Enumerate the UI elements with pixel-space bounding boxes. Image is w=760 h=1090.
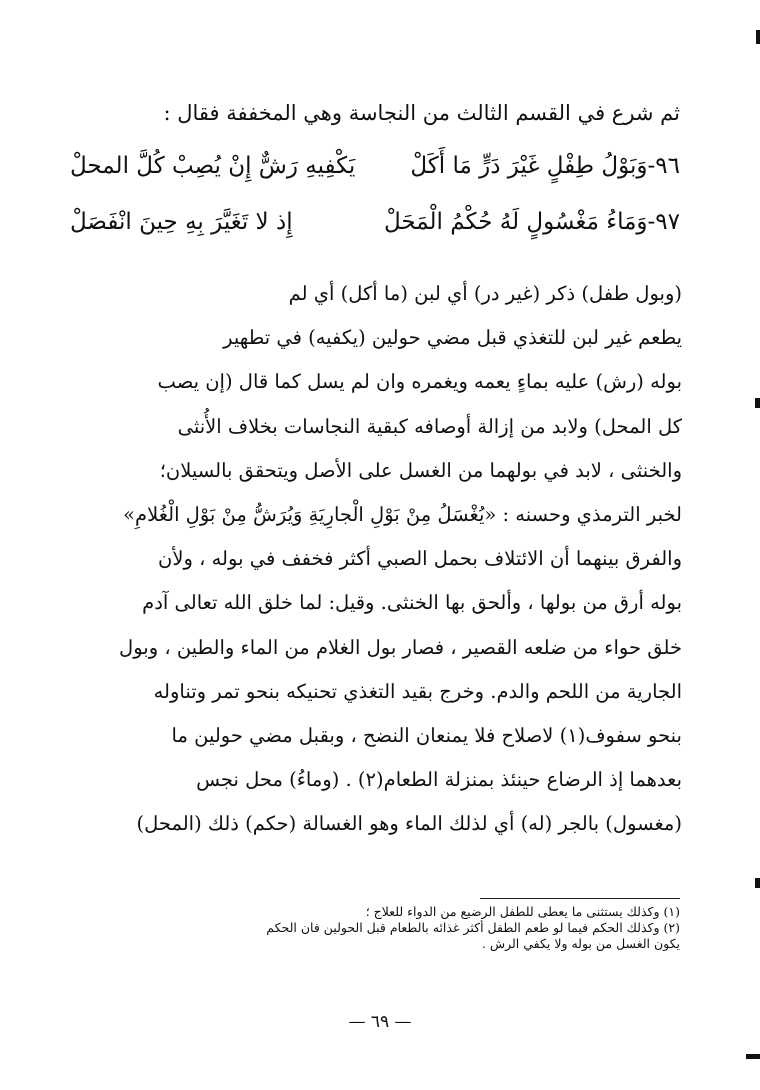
verse-97-first-hemistich: ٩٧-وَمَاءُ مَغْسُولٍ لَهُ حُكْمُ الْمَحَلْ	[383, 209, 680, 235]
verse-96	[70, 148, 680, 184]
scan-edge-mark	[756, 30, 760, 44]
footnote-1: (١) وكذلك يستثنى ما يعطى للطفل الرضيع من الدواء للعلاج ؛	[365, 904, 680, 919]
footnote-2-continued: يكون الغسل من بوله ولا يكفي الرش .	[481, 936, 680, 951]
page-number: — ٦٩ —	[348, 1012, 412, 1032]
body-line: بوله (رش) عليه بماءٍ يعمه ويغمره وان لم يسل كما قال (إن يصب	[157, 370, 682, 394]
body-line: لخبر الترمذي وحسنه : «يُغْسَلُ مِنْ بَوْلِ الْجارِيَةِ وَيُرَشُّ مِنْ بَوْلِ الْغُلامِ»	[123, 502, 682, 526]
body-line: الجارية من اللحم والدم. وخرج بقيد التغذي تحنيكه بنحو تمر وتناوله	[153, 679, 682, 703]
verse-97-second-hemistich: إِذ لا تَغَيَّرَ بِهِ حِينَ انْفَصَلْ	[70, 209, 293, 235]
body-line: كل المحل) ولابد من إزالة أوصافه كبقية النجاسات بخلاف الأُنثى	[177, 414, 682, 438]
verse-96-second-hemistich: يَكْفِيهِ رَشٌّ إِنْ يُصِبْ كُلَّ المحلْ	[70, 153, 356, 179]
verse-97	[70, 204, 680, 240]
body-line: بوله أرق من بولها ، وألحق بها الخنثى. وقيل: لما خلق الله تعالى آدم	[142, 591, 682, 615]
scan-edge-mark	[746, 1054, 760, 1059]
body-line: والخنثى ، لابد في بولهما من الغسل على الأصل ويتحقق بالسيلان؛	[159, 458, 682, 482]
footnotes	[64, 904, 680, 952]
body-line: بعدهما إذ الرضاع حينئذ بمنزلة الطعام(٢) . (وماءُ) محل نجس	[196, 768, 682, 792]
footnote-divider	[480, 898, 680, 899]
intro-line: ثم شرع في القسم الثالث من النجاسة وهي المخففة فقال :	[163, 101, 680, 125]
commentary-body	[70, 272, 682, 846]
body-line: خلق حواء من ضلعه القصير ، فصار بول الغلام من الماء والطين ، وبول	[119, 635, 682, 659]
footnote-2: (٢) وكذلك الحكم فيما لو طعم الطفل أكثر غذائه بالطعام قبل الحولين فان الحكم	[266, 920, 680, 935]
body-line: والفرق بينهما أن الائتلاف بحمل الصبي أكثر فخفف في بوله ، ولأن	[158, 547, 682, 571]
body-line: بنحو سفوف(١) لاصلاح فلا يمنعان النضح ، وبقبل مضي حولين ما	[171, 723, 682, 747]
verse-96-first-hemistich: ٩٦-وَبَوْلُ طِفْلٍ غَيْرَ دَرٍّ مَا أَكَلْ	[410, 153, 680, 179]
scan-edge-mark	[755, 878, 760, 888]
body-line: (وبول طفل) ذكر (غير در) أي لبن (ما أكل) أي لم	[288, 282, 682, 305]
body-line: (مغسول) بالجر (له) أي لذلك الماء وهو الغسالة (حكم) ذلك (المحل)	[136, 812, 682, 836]
scan-edge-mark	[755, 398, 760, 408]
body-line: يطعم غير لبن للتغذي قبل مضي حولين (يكفيه) في تطهير	[223, 326, 682, 350]
